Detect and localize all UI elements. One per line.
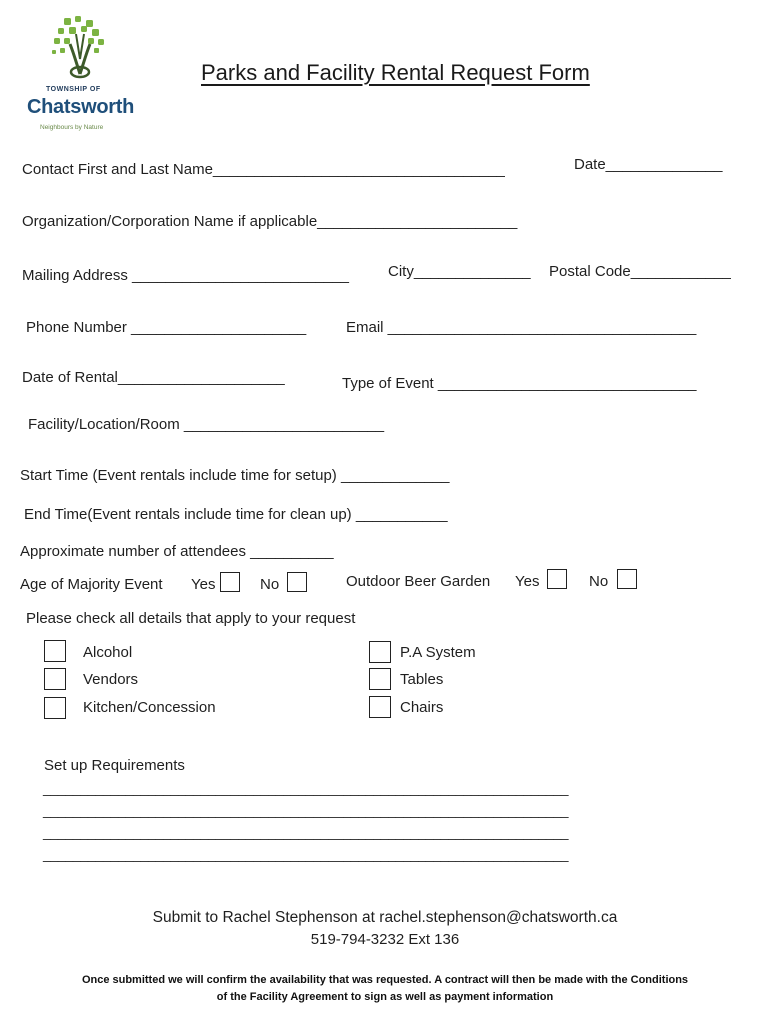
setup-line[interactable]: ______________________________________________________________________ [43,803,569,818]
age-of-majority-yes-label: Yes [191,576,216,593]
vendors-checkbox[interactable] [44,668,66,690]
alcohol-checkbox[interactable] [44,640,66,662]
tree-logo-icon [50,14,110,82]
tables-checkbox[interactable] [369,668,391,690]
mailing-address-field[interactable]: Mailing Address __________________________ [22,267,349,284]
township-logo [24,14,134,139]
start-time-field[interactable]: Start Time (Event rentals include time for setup) _____________ [20,467,450,484]
logo-top-line: TOWNSHIP OF [46,86,101,93]
pa-system-label: P.A System [400,644,476,661]
age-of-majority-no-checkbox[interactable] [287,572,307,592]
age-of-majority-yes-checkbox[interactable] [220,572,240,592]
submit-contact: Submit to Rachel Stephenson at rachel.stephenson@chatsworth.ca [152,909,618,926]
setup-line[interactable]: ______________________________________________________________________ [43,825,569,840]
logo-name: Chatsworth [27,96,135,118]
pa-system-checkbox[interactable] [369,641,391,663]
kitchen-concession-label: Kitchen/Concession [83,699,216,716]
vendors-label: Vendors [83,671,139,688]
beer-garden-no-label: No [589,573,609,590]
kitchen-concession-checkbox[interactable] [44,697,66,719]
setup-line[interactable]: ______________________________________________________________________ [43,847,569,862]
setup-line[interactable]: ______________________________________________________________________ [43,781,569,796]
tables-label: Tables [400,671,444,688]
date-field[interactable]: Date______________ [574,156,723,173]
beer-garden-yes-checkbox[interactable] [547,569,567,589]
submit-phone: 519-794-3232 Ext 136 [310,931,460,948]
beer-garden-label: Outdoor Beer Garden [346,573,491,590]
beer-garden-yes-label: Yes [515,573,540,590]
date-of-rental-field[interactable]: Date of Rental____________________ [22,369,285,386]
age-of-majority-no-label: No [260,576,280,593]
contact-name-field[interactable]: Contact First and Last Name___________________________________ [22,161,505,178]
footer-line-1: Once submitted we will confirm the availability that was requested. A contract will then be made with the Conditions [81,974,689,986]
details-prompt: Please check all details that apply to your request [26,610,356,627]
footer-line-2: of the Facility Agreement to sign as well as payment information [216,991,554,1003]
end-time-field[interactable]: End Time(Event rentals include time for clean up) ___________ [24,506,448,523]
postal-code-field[interactable]: Postal Code____________ [549,263,731,280]
form-title: Parks and Facility Rental Request Form [201,60,590,85]
setup-label: Set up Requirements [44,757,185,774]
attendees-field[interactable]: Approximate number of attendees __________ [20,543,334,560]
alcohol-label: Alcohol [83,644,133,661]
facility-field[interactable]: Facility/Location/Room ________________________ [28,416,385,433]
chairs-label: Chairs [400,699,444,716]
phone-field[interactable]: Phone Number _____________________ [26,319,307,336]
age-of-majority-label: Age of Majority Event [20,576,163,593]
city-field[interactable]: City______________ [388,263,531,280]
logo-tagline: Neighbours by Nature [40,124,104,131]
type-of-event-field[interactable]: Type of Event _______________________________ [342,375,697,392]
beer-garden-no-checkbox[interactable] [617,569,637,589]
email-field[interactable]: Email _____________________________________ [346,319,697,336]
organization-field[interactable]: Organization/Corporation Name if applicable________________________ [22,213,518,230]
chairs-checkbox[interactable] [369,696,391,718]
